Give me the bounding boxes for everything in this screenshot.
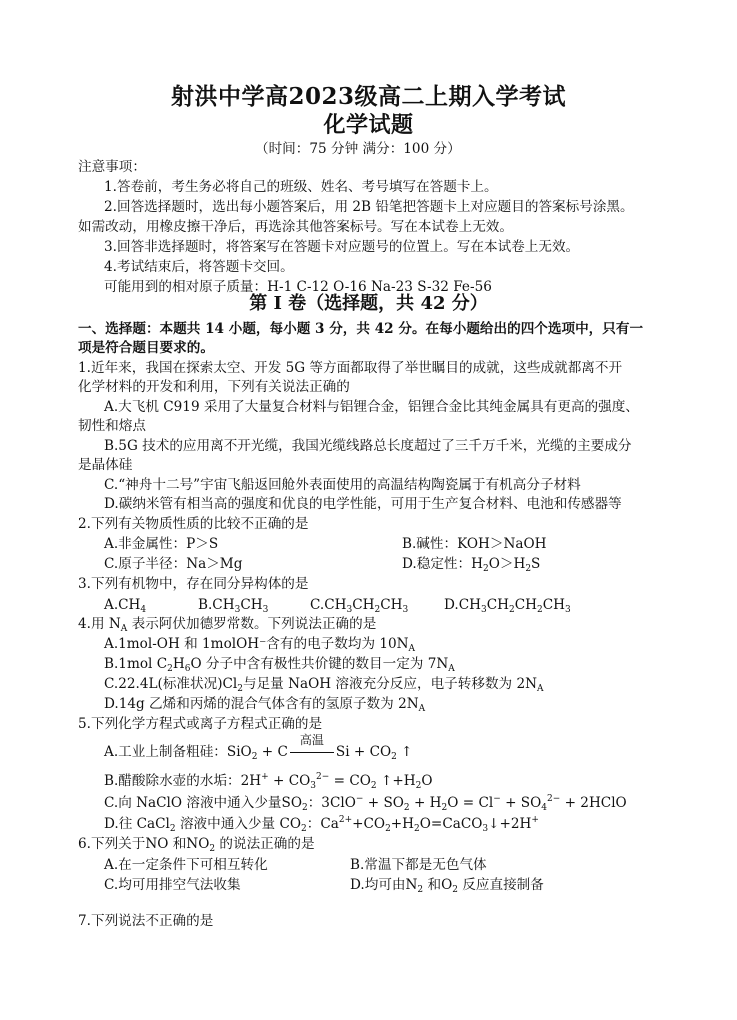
question-4-option-c: C.22.4L(标准状况)$Cl_2$与足量 NaOH 溶液充分反应，电子转移数为 $2N_A$	[104, 676, 544, 694]
section-intro: 项是符合题目要求的。	[78, 340, 214, 356]
question-7-stem: 7.下列说法不正确的是	[78, 913, 214, 929]
question-5-option-c: C.向 NaClO 溶液中通入少量$SO_2$：$3ClO^- + SO_2 + H_2O = Cl^- + SO_4^{2-}$ + 2HClO	[104, 794, 627, 813]
question-5-option-d: D.往 CaCl$_2$ 溶液中通入少量 $CO_2$：$Ca^{2+}+CO_2+H_2O=CaCO_3↓+2H^+$	[104, 815, 539, 834]
question-1-option-b: B.5G 技术的应用离不开光缆，我国光缆线路总长度超过了三千万千米，光缆的主要成分	[104, 438, 632, 454]
question-6-option-d: D.均可由$N_2$ 和$O_2$ 反应直接制备	[350, 877, 544, 895]
question-5-option-b: B.醋酸除水壶的水垢：$2H^+ + CO_3^{2-} = CO_2$ $↑+H_2O$	[104, 772, 433, 791]
atomic-masses: 可能用到的相对原子质量：H-1 C-12 O-16 Na-23 S-32 Fe-56	[104, 279, 492, 295]
question-3-option-a: $A.CH_4$	[104, 597, 147, 615]
question-2-stem: 2.下列有关物质性质的比较不正确的是	[78, 516, 309, 532]
question-1-option-c: C.“神舟十二号”宇宙飞船返回舱外表面使用的高温结构陶瓷属于有机高分子材料	[104, 477, 581, 493]
section-title: 第 I 卷（选择题，共 42 分）	[249, 293, 488, 314]
question-4-option-d: D.14g 乙烯和丙烯的混合气体含有的氢原子数为 $2N_A$	[104, 696, 426, 714]
subject-title: 化学试题	[323, 112, 414, 138]
question-1-stem: 化学材料的开发和利用，下列有关说法正确的	[78, 379, 350, 395]
question-3-option-d: $D.CH_3CH_2CH_2CH_3$	[444, 597, 571, 615]
question-1-stem: 1.近年来，我国在探索太空、开发 5G 等方面都取得了举世瞩目的成就，这些成就都离不开	[78, 360, 623, 376]
question-4-option-a: A.1mol-OH 和 1molOH⁻含有的电子数均为 $10N_A$	[104, 636, 416, 654]
question-6-option-c: C.均可用排空气法收集	[104, 877, 241, 893]
exam-title: 射洪中学高2023级高二上期入学考试	[170, 83, 566, 110]
question-2-option-b: B.碱性：KOH＞NaOH	[402, 536, 547, 552]
question-6-option-b: B.常温下都是无色气体	[350, 857, 487, 873]
question-6-option-a: A.在一定条件下可相互转化	[104, 857, 268, 873]
notice-item: 1.答卷前，考生务必将自己的班级、姓名、考号填写在答题卡上。	[104, 179, 498, 195]
question-1-option-a: A.大飞机 C919 采用了大量复合材料与铝锂合金，铝锂合金比其纯金属具有更高的强度、	[104, 399, 639, 415]
question-4-stem: 4.用 $N_A$ 表示阿伏加德罗常数。下列说法正确的是	[78, 616, 377, 634]
question-4-option-b: B.1mol $C_2H_6O$ 分子中含有极性共价键的数目一定为 $7N_A$	[104, 656, 455, 674]
time-info: （时间：75 分钟 满分：100 分）	[255, 141, 461, 157]
notice-item: 4.考试结束后，将答题卡交回。	[104, 259, 294, 275]
notice-item: 3.回答非选择题时，将答案写在答题卡对应题号的位置上。写在本试卷上无效。	[104, 239, 580, 255]
reaction-condition: 高温	[299, 733, 324, 747]
notice-item: 2.回答选择题时，选出每小题答案后，用 2B 铅笔把答题卡上对应题目的答案标号涂黑。	[104, 199, 634, 215]
question-2-option-c: C.原子半径：Na＞Mg	[104, 556, 243, 572]
notice-item: 如需改动，用橡皮擦干净后，再选涂其他答案标号。写在本试卷上无效。	[78, 219, 513, 235]
notice-heading: 注意事项：	[78, 159, 146, 175]
question-2-option-d: D.稳定性：$H_2O>H_2S$	[402, 556, 541, 574]
question-6-stem: 6.下列关于NO 和$NO_2$ 的说法正确的是	[78, 836, 315, 854]
question-1-option-b: 是晶体硅	[78, 457, 133, 473]
section-intro: 一、选择题：本题共 14 小题，每小题 3 分，共 42 分。在每小题给出的四个选项中，只有一	[78, 321, 644, 337]
question-3-option-b: $B.CH_3CH_3$	[198, 597, 269, 615]
question-1-option-d: D.碳纳米管有相当高的强度和优良的电学性能，可用于生产复合材料、电池和传感器等	[104, 496, 622, 512]
question-3-option-c: $C.CH_3CH_2CH_3$	[310, 597, 409, 615]
question-5-stem: 5.下列化学方程式或离子方程式正确的是	[78, 716, 323, 732]
question-5-option-a: A.工业上制备粗硅：SiO$_2$ + C 高温 $Si + CO_2$ ↑	[104, 733, 413, 762]
question-3-stem: 3.下列有机物中，存在同分异构体的是	[78, 576, 309, 592]
question-1-option-a: 韧性和熔点	[78, 418, 146, 434]
question-2-option-a: A.非金属性：P＞S	[104, 536, 219, 552]
